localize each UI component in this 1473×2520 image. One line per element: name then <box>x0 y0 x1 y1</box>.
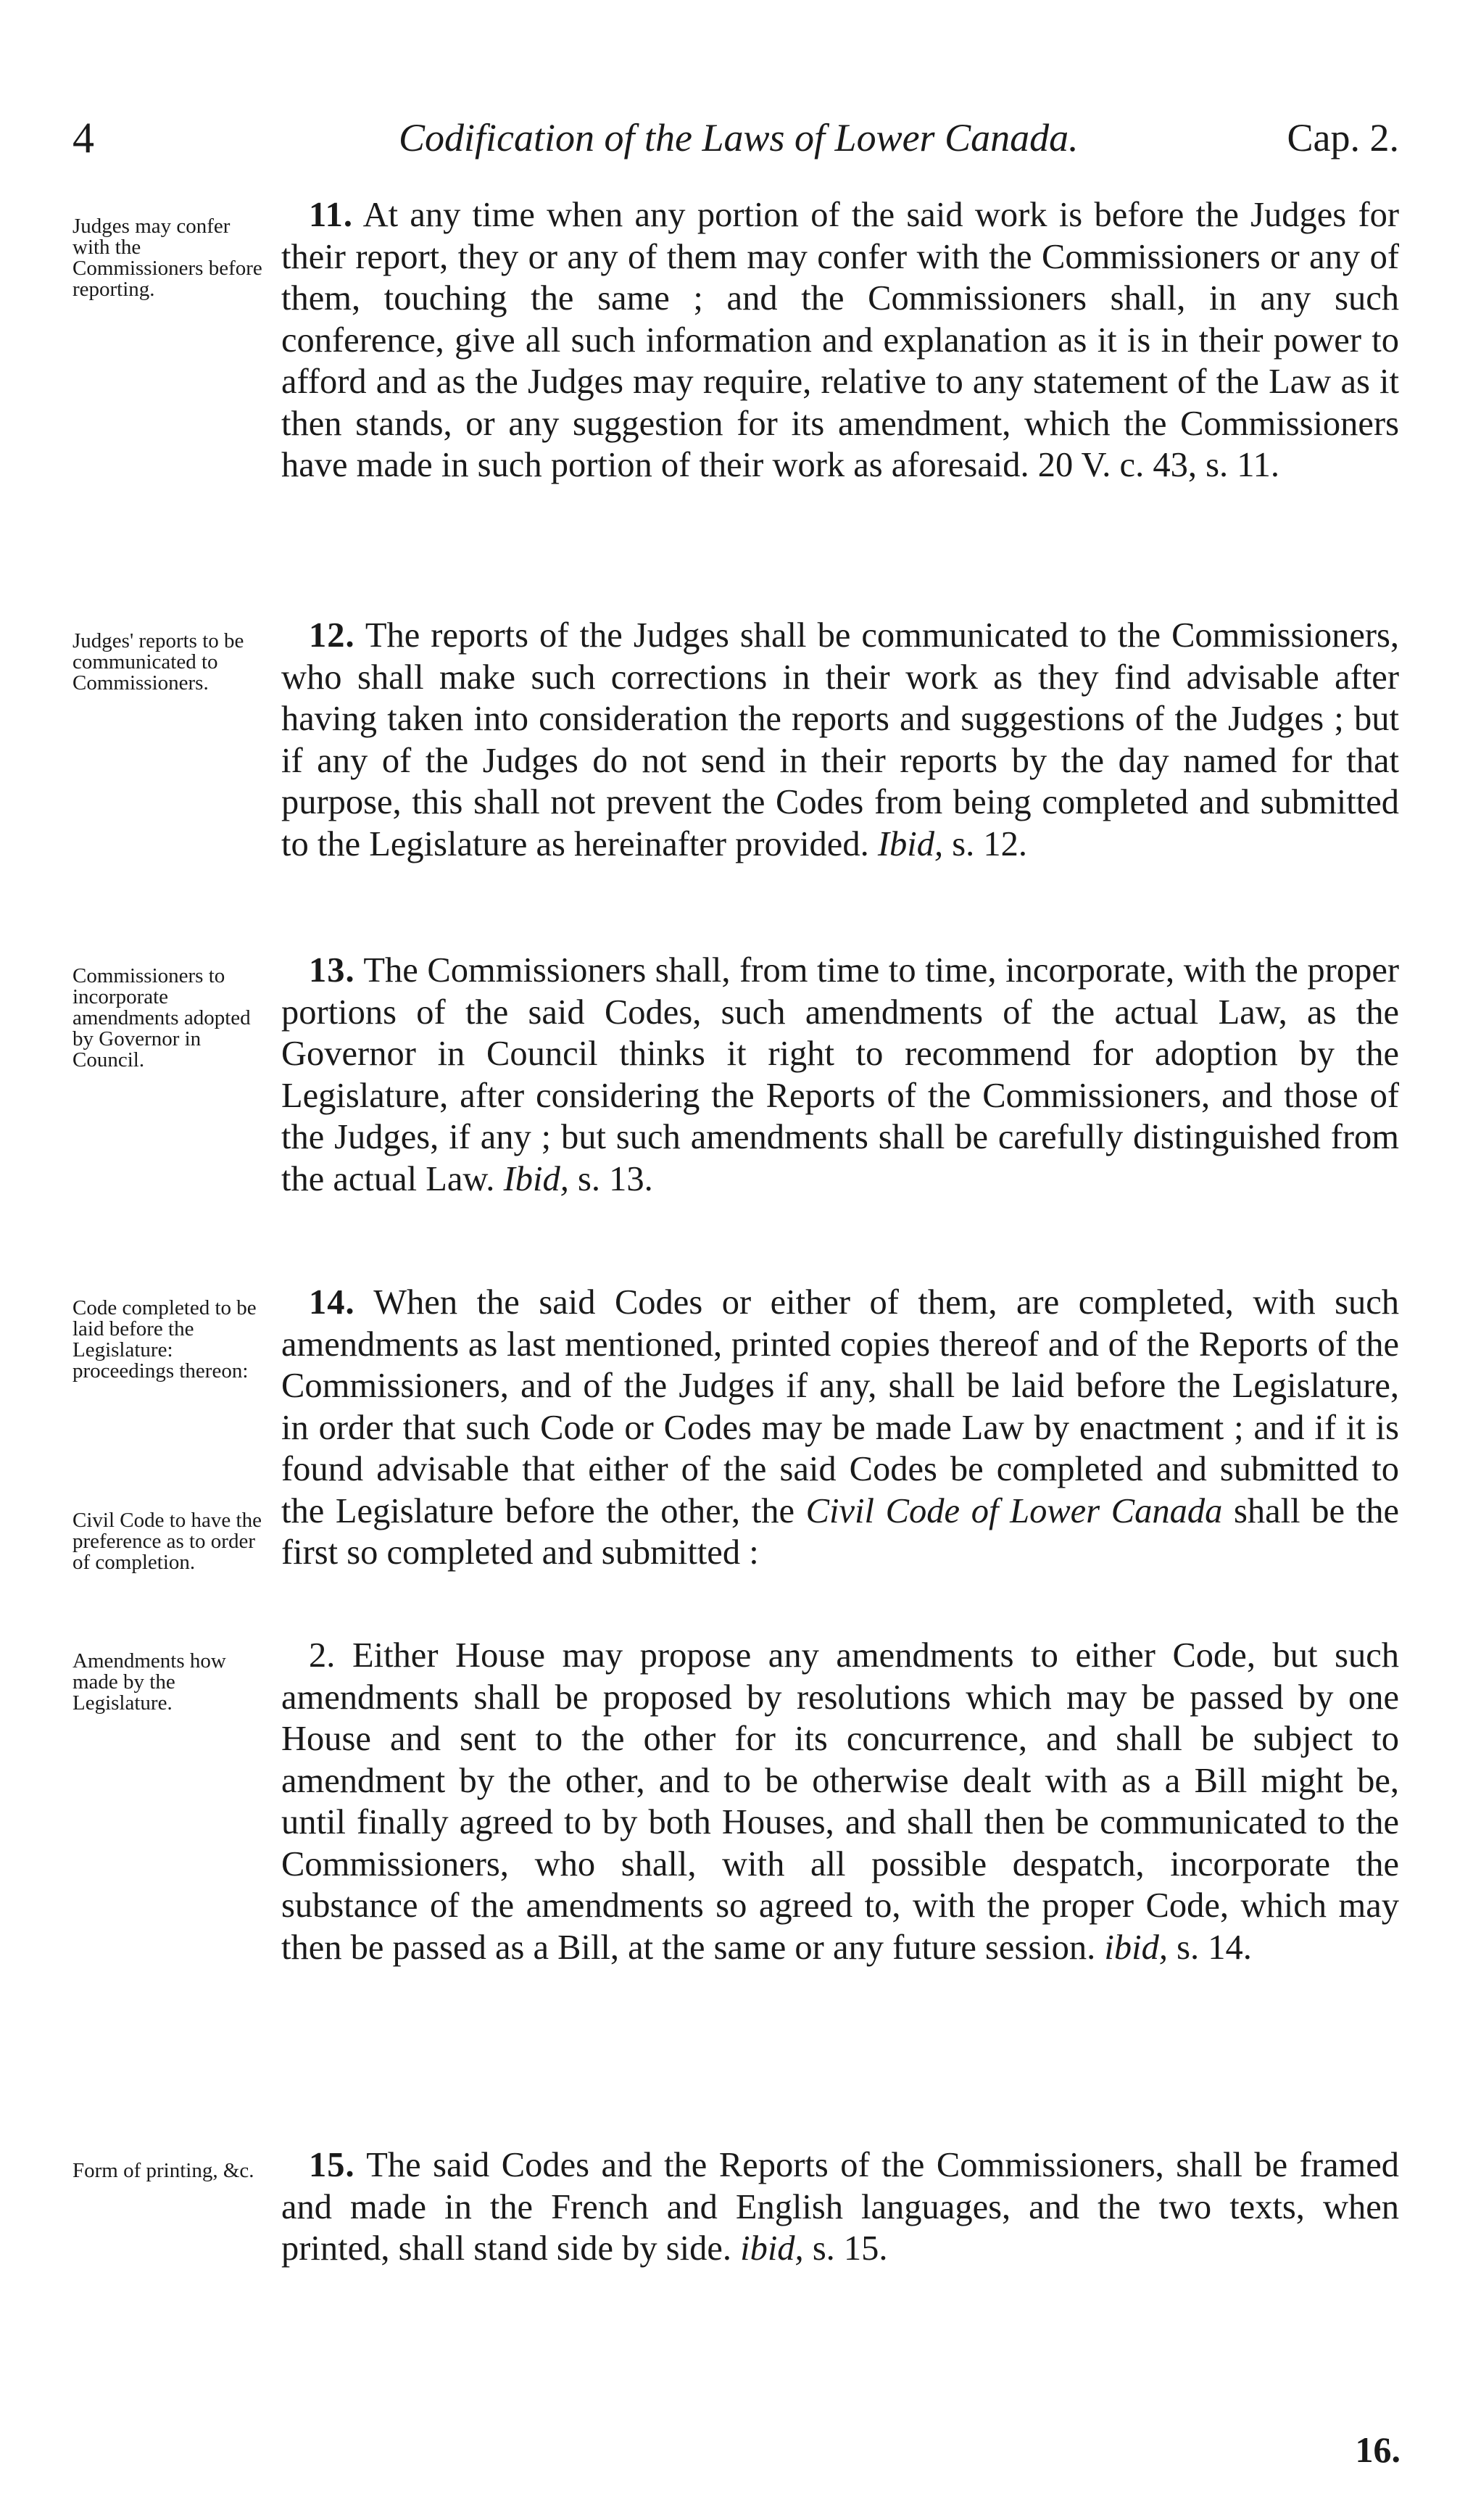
section-citation-ref: ibid, <box>740 2229 804 2268</box>
signature-mark: 16. <box>1355 2429 1401 2470</box>
section-body: At any time when any portion of the said work is before the Judges for their report, they or any of them may confer with the Commissioners or any of them, touching the same ; and the Commissioners shall, in any such conference, give all such information and explanation as it is in their power to afford and as the Judges may require, relative to any statement of the Law as it then stands, or any suggestion for its amendment, which the Commissioners have made in such portion of their work as aforesaid. <box>281 196 1399 484</box>
section-number: 2. <box>309 1636 336 1675</box>
section-citation: s. 15. <box>812 2229 888 2268</box>
page-header <box>72 109 1399 167</box>
marginal-note: Form of printing, &c. <box>72 2159 254 2182</box>
section-citation: 20 V. c. 43, s. 11. <box>1037 446 1280 484</box>
section-body: The said Codes and the Reports of the Commissioners, shall be framed and made in the French and English languages, and the two texts, when printed, shall stand side by side. <box>281 2146 1400 2268</box>
section-body: Either House may propose any amendments to either Code, but such amendments shall be proposed by resolutions which may be passed by one House and sent to the other for its concurrence, and shall be subject to amendment by the other, and to be otherwise dealt with as a Bill might be, until finally agreed to by both Houses, and shall then be communicated to the Commissioners, who shall, with all possible despatch, incorporate the substance of the amendments so agreed to, with the proper Code, which may then be passed as a Bill, at the same or any future session. <box>281 1636 1399 1967</box>
marginal-note: Code completed to be laid before the Legislature: proceedings thereon: <box>72 1296 257 1383</box>
marginal-note: Commissioners to incorporate amendments adopted by Governor in Council. <box>72 964 251 1072</box>
section-citation-ref: Ibid, <box>877 824 944 863</box>
section-number: 15. <box>309 2146 355 2184</box>
section-text <box>281 194 1399 486</box>
section-text <box>281 950 1399 1200</box>
marginal-note: Judges' reports to be communicated to Commissioners. <box>72 629 244 695</box>
section-body-end: shall be the first so completed and submitted : <box>281 1491 1400 1572</box>
running-title: Codification of the Laws of Lower Canada. <box>399 116 1079 159</box>
section-number: 13. <box>309 951 355 990</box>
section-text <box>281 2144 1399 2270</box>
section-body: The Commissioners shall, from time to time, incorporate, with the proper portions of the said Codes, such amendments of the actual Law, as the Governor in Council thinks it right to recommend for adoption by the Legislature, after considering the Reports of the Commissioners, and those of the Judges, if any ; but such amendments shall be carefully distinguished from the actual Law. <box>281 951 1400 1198</box>
chapter-label: Cap. 2. <box>1287 116 1399 159</box>
section-citation: s. 14. <box>1177 1928 1252 1967</box>
section-citation: s. 13. <box>577 1159 653 1198</box>
section-body: When the said Codes or either of them, are completed, with such amendments as last mentioned, printed copies thereof and of the Reports of the Commissioners, and of the Judges if any, shall be laid before the Legislature, in order that such Code or Codes may be made Law by enactment ; and if it is found advisable that either of the said Codes be completed and submitted to the Legislature before the other, the <box>281 1283 1400 1530</box>
section-citation-ref: Ibid, <box>503 1159 569 1198</box>
section-number: 12. <box>309 616 355 655</box>
marginal-note-secondary: Civil Code to have the preference as to order of completion. <box>72 1509 262 1574</box>
section-text <box>281 1635 1399 1968</box>
marginal-note: Amendments how made by the Legislature. <box>72 1649 226 1715</box>
section-text <box>281 615 1399 865</box>
section-number: 11. <box>309 196 353 234</box>
section-text <box>281 1282 1399 1574</box>
page-number: 4 <box>72 114 94 162</box>
section-body: The reports of the Judges shall be communicated to the Commissioners, who shall make such corrections in their work as they find advisable after having taken into consideration the reports and suggestions of the Judges ; but if any of the Judges do not send in their reports by the day named for that purpose, this shall not prevent the Codes from being completed and submitted to the Legislature as hereinafter provided. <box>281 616 1400 863</box>
section-citation: s. 12. <box>952 824 1027 863</box>
marginal-note: Judges may confer with the Commissioners before reporting. <box>72 215 262 301</box>
section-number: 14. <box>309 1283 355 1322</box>
section-body-italic: Civil Code of Lower Canada <box>805 1491 1223 1530</box>
section-citation-ref: ibid, <box>1104 1928 1168 1967</box>
